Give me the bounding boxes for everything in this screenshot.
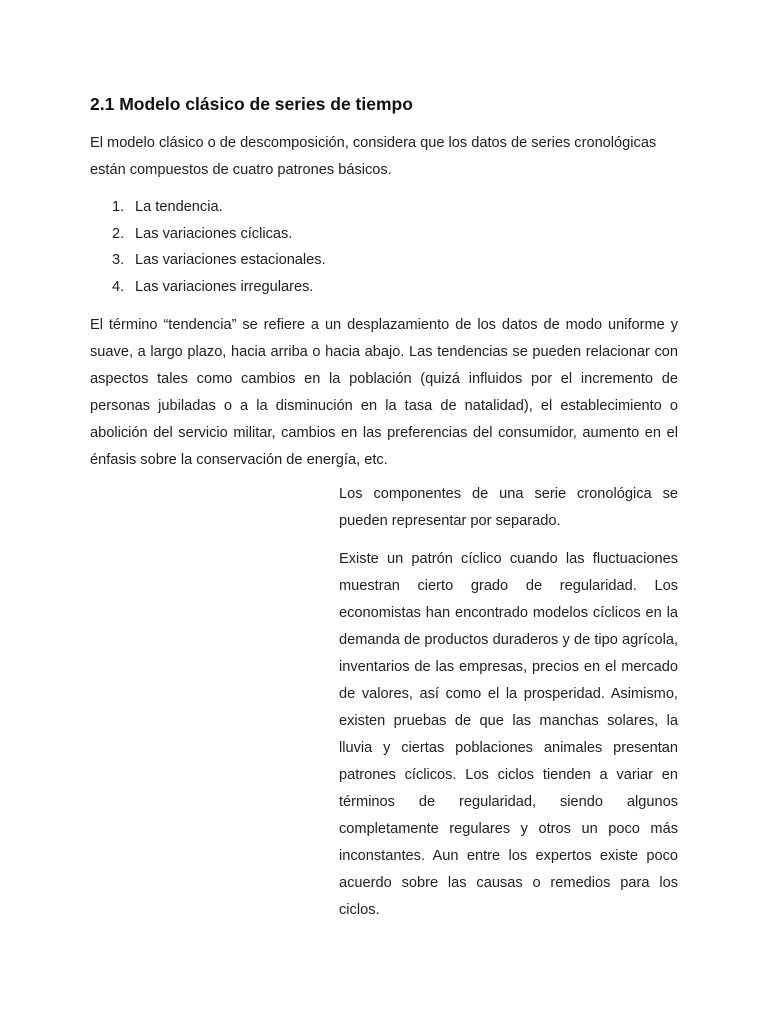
components-paragraph: Los componentes de una serie cronológica se pueden representar por separado.: [339, 486, 678, 529]
list-item: [90, 274, 326, 301]
list-item-number: 4.: [112, 278, 125, 295]
list-item: [90, 221, 326, 248]
list-item-label: Las variaciones estacionales.: [135, 252, 326, 268]
list-item-number: 3.: [112, 252, 125, 268]
patterns-list: [90, 194, 326, 300]
section-heading: 2.1 Modelo clásico de series de tiempo: [90, 94, 413, 114]
list-item-label: Las variaciones cíclicas.: [135, 225, 293, 242]
list-item: [90, 194, 326, 221]
list-item-number: 1.: [112, 199, 125, 215]
list-item-label: Las variaciones irregulares.: [135, 278, 314, 295]
list-item-number: 2.: [112, 225, 125, 242]
trend-paragraph: El término “tendencia” se refiere a un desplazamiento de los datos de modo uniforme y suave, a largo plazo, hacia arriba o hacia abajo. Las tendencias se pueden relacionar con aspectos tales como cambios en la población (quizá influidos por el incremento de personas jubiladas o a la disminución en la tasa de natalidad), el establecimiento o abolición del servicio militar, cambios en las preferencias del consumidor, aumento en el énfasis sobre la conservación de energía, etc.: [90, 317, 678, 468]
intro-paragraph: El modelo clásico o de descomposición, considera que los datos de series cronológicas están compuestos de cuatro patrones básicos.: [90, 135, 657, 178]
cyclic-pattern-paragraph: Existe un patrón cíclico cuando las fluctuaciones muestran cierto grado de regularidad. Los economistas han encontrado modelos cíclicos en la demanda de productos duraderos y de tipo agrícola, inventarios de las empresas, precios en el mercado de valores, así como el la prosperidad. Asimismo, existen pruebas de que las manchas solares, la lluvia y ciertas poblaciones animales presentan patrones cíclicos. Los ciclos tienden a variar en términos de regularidad, siendo algunos completamente regulares y otros un poco más inconstantes. Aun entre los expertos existe poco acuerdo sobre las causas o remedios para los ciclos.: [339, 551, 678, 918]
list-item-label: La tendencia.: [135, 199, 223, 215]
list-item: [90, 247, 326, 274]
